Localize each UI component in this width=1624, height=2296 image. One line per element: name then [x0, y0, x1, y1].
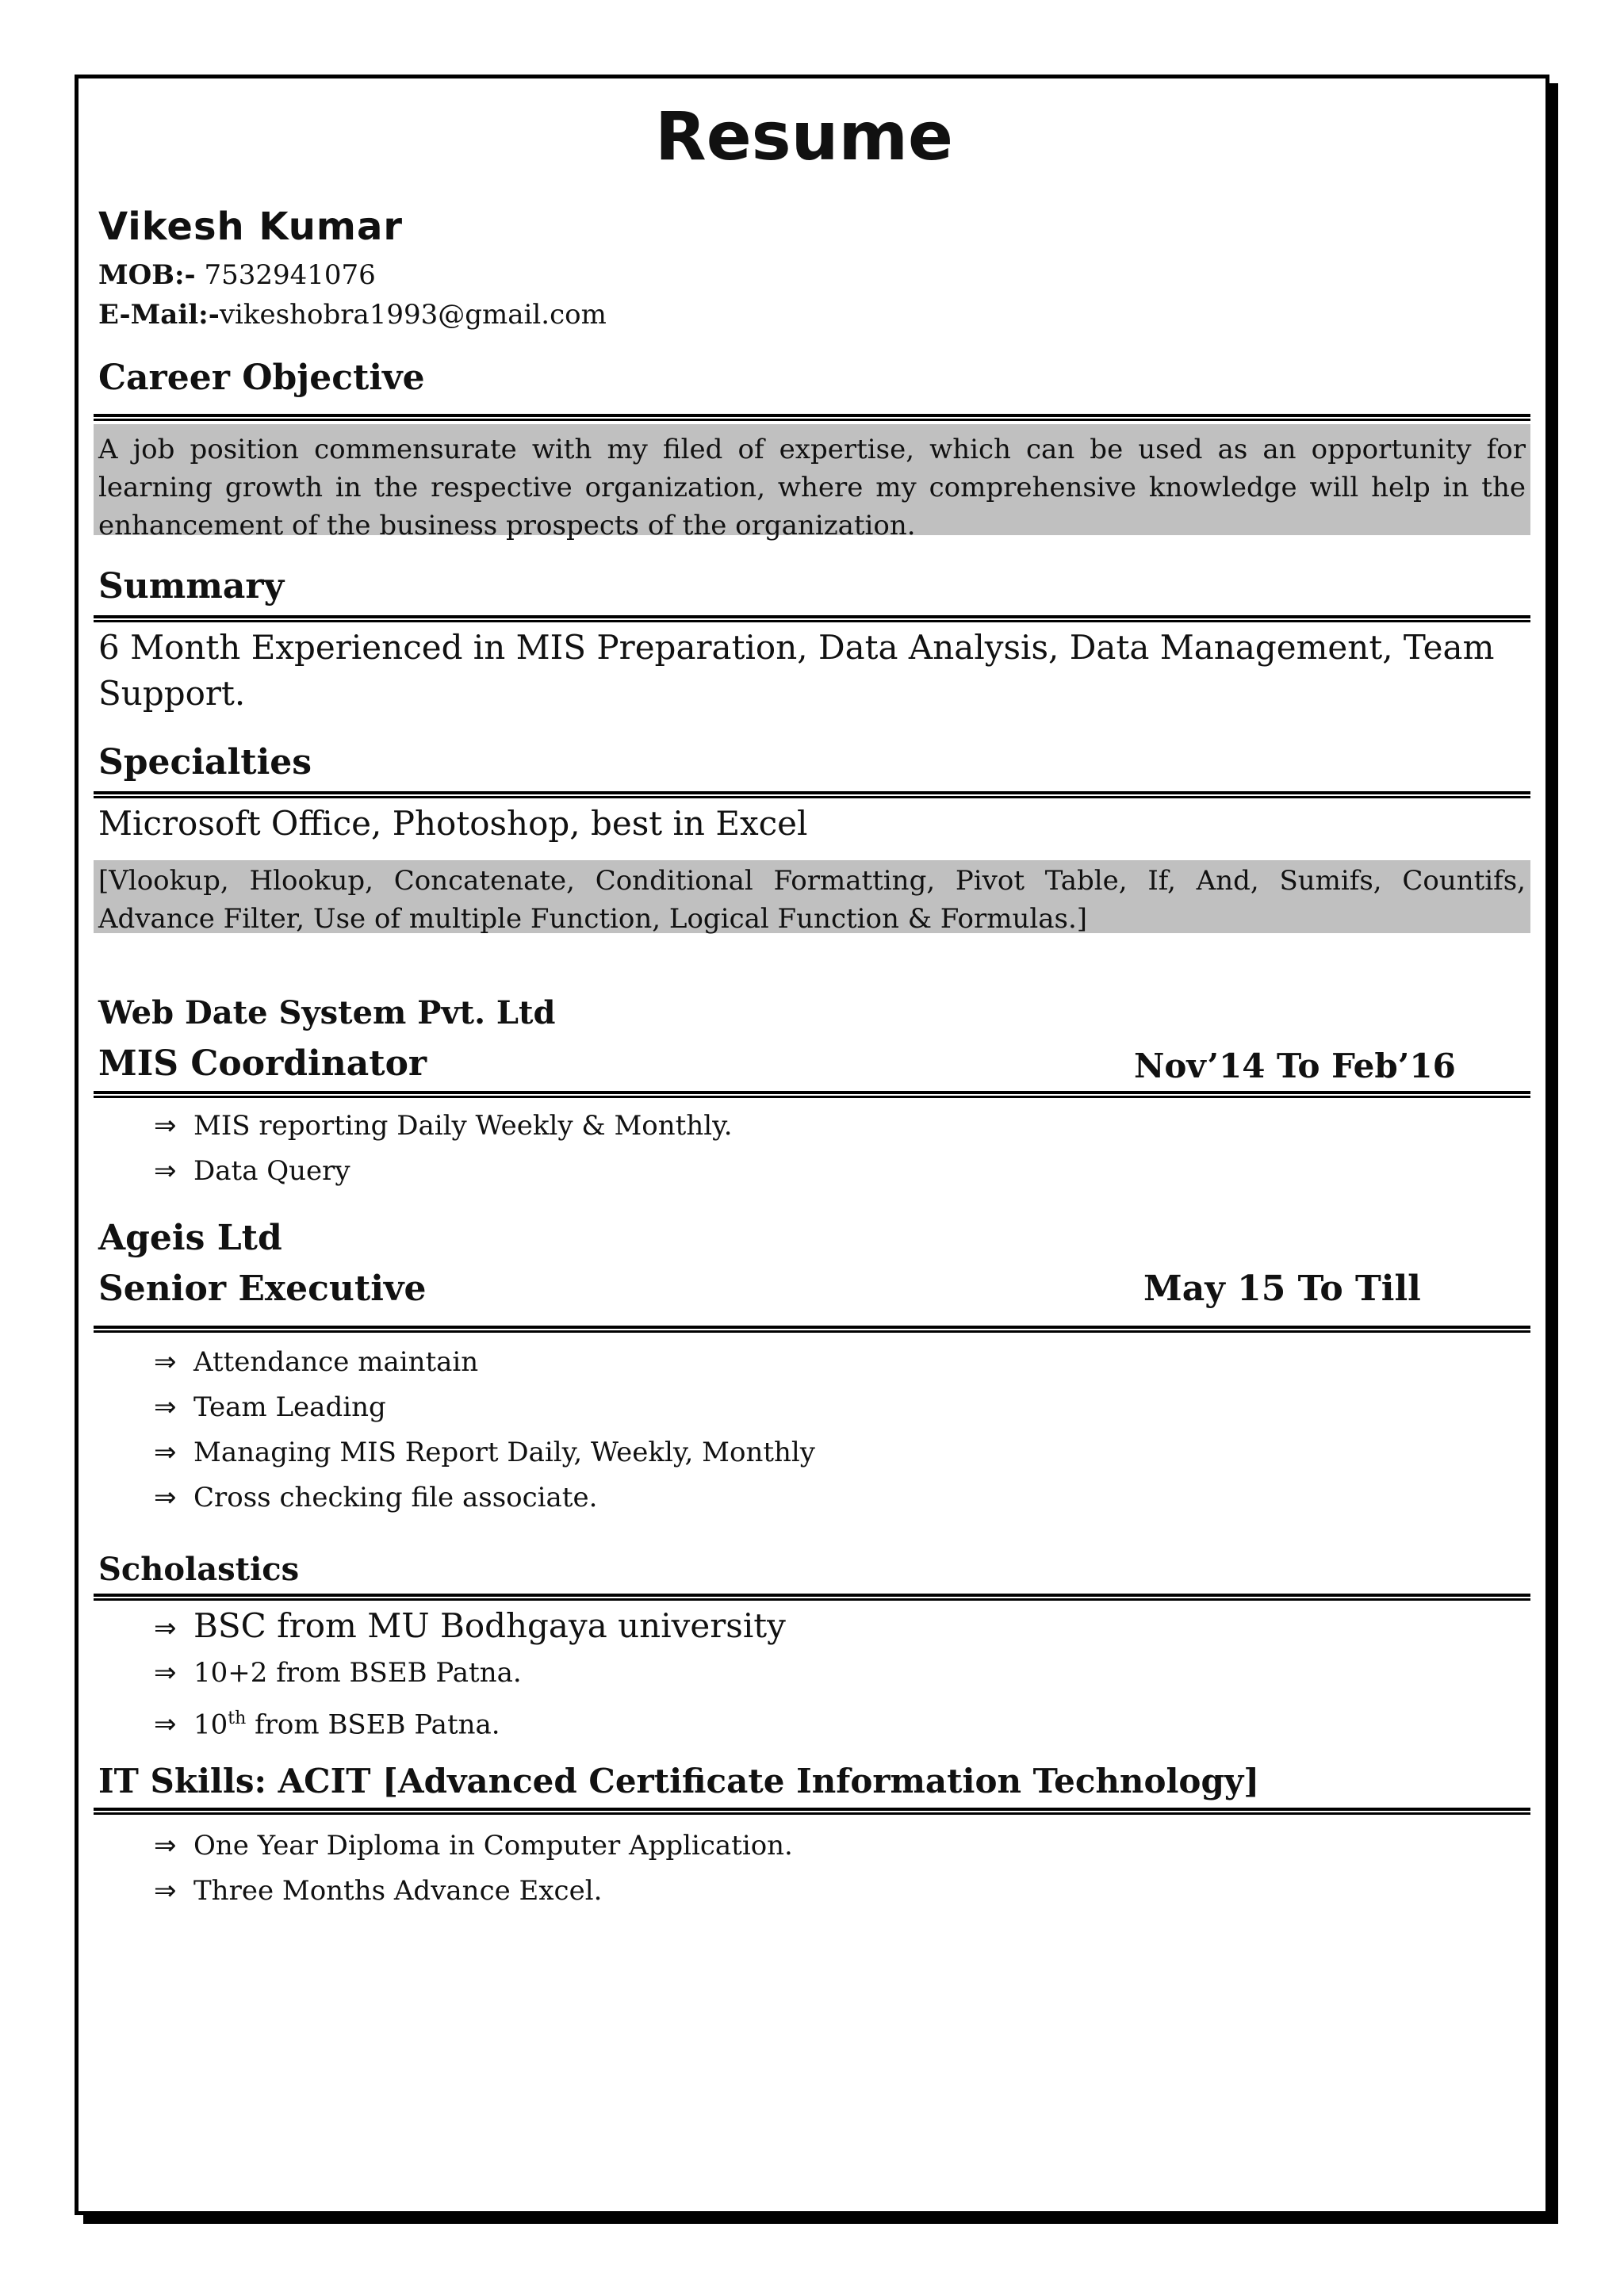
- list-item: ⇒ Attendance maintain: [154, 1340, 815, 1385]
- resume-title: Resume: [655, 98, 953, 175]
- it-skills-heading: IT Skills: ACIT [Advanced Certificate Information Technology]: [98, 1762, 1260, 1800]
- email-label: E-Mail:-: [98, 299, 220, 331]
- job1-dates: Nov’14 To Feb’16: [1134, 1047, 1456, 1085]
- job2-role: Senior Executive: [98, 1269, 427, 1309]
- list-item: ⇒ MIS reporting Daily Weekly & Monthly.: [154, 1104, 733, 1149]
- mobile-line: [98, 259, 376, 291]
- arrow-icon: ⇒: [154, 1482, 177, 1513]
- job1-company: Web Date System Pvt. Ltd: [98, 994, 556, 1031]
- list-item: ⇒ Data Query: [154, 1149, 733, 1194]
- list-item: ⇒ BSC from MU Bodhgaya university: [154, 1601, 786, 1651]
- summary-heading: Summary: [98, 566, 285, 607]
- section-divider: [94, 414, 1530, 421]
- scholastics-list: [154, 1601, 786, 1741]
- summary-text: 6 Month Experienced in MIS Preparation, Data Analysis, Data Management, Team Support.: [98, 628, 1495, 713]
- arrow-icon: ⇒: [154, 1155, 177, 1187]
- arrow-icon: ⇒: [154, 1830, 177, 1862]
- section-divider: [94, 1091, 1530, 1098]
- arrow-icon: ⇒: [154, 1437, 177, 1468]
- arrow-icon: ⇒: [154, 1709, 177, 1741]
- job2-duties: [154, 1340, 815, 1521]
- section-divider: [94, 615, 1530, 622]
- career-objective-heading: Career Objective: [98, 358, 425, 398]
- section-divider: [94, 1808, 1530, 1815]
- specialties-line: Microsoft Office, Photoshop, best in Excel: [98, 804, 808, 843]
- list-item: ⇒ 10th from BSEB Patna.: [154, 1696, 786, 1741]
- arrow-icon: ⇒: [154, 1657, 177, 1689]
- list-item: ⇒ 10+2 from BSEB Patna.: [154, 1651, 786, 1696]
- list-item: ⇒ Cross checking file associate.: [154, 1475, 815, 1521]
- arrow-icon: ⇒: [154, 1613, 177, 1644]
- list-item: ⇒ Team Leading: [154, 1385, 815, 1430]
- list-item: ⇒ Managing MIS Report Daily, Weekly, Monthly: [154, 1430, 815, 1475]
- scholastics-heading: Scholastics: [98, 1551, 300, 1588]
- job2-dates: May 15 To Till: [1143, 1269, 1421, 1309]
- arrow-icon: ⇒: [154, 1346, 177, 1378]
- specialties-heading: Specialties: [98, 742, 312, 783]
- candidate-name: Vikesh Kumar: [98, 205, 403, 249]
- section-divider: [94, 791, 1530, 798]
- it-skills-list: [154, 1823, 793, 1914]
- section-divider: [94, 1594, 1530, 1601]
- mobile-value: 7532941076: [195, 259, 376, 291]
- career-objective-text: A job position commensurate with my filed of expertise, which can be used as an opportunity for learning growth in the respective organization, where my comprehensive knowledge will help in the enhancement of the business prospects of the organization.: [94, 424, 1530, 535]
- list-item: ⇒ Three Months Advance Excel.: [154, 1869, 793, 1914]
- specialties-detail: [Vlookup, Hlookup, Concatenate, Conditional Formatting, Pivot Table, If, And, Sumifs, Countifs, Advance Filter, Use of multiple Function, Logical Function & Formulas.]: [94, 860, 1530, 933]
- arrow-icon: ⇒: [154, 1875, 177, 1907]
- email-value: vikeshobra1993@gmail.com: [219, 299, 607, 331]
- job1-duties: [154, 1104, 733, 1194]
- job2-company: Ageis Ltd: [98, 1218, 282, 1258]
- section-divider: [94, 1326, 1530, 1333]
- mobile-label: MOB:-: [98, 259, 196, 291]
- arrow-icon: ⇒: [154, 1391, 177, 1423]
- email-line: [98, 299, 607, 331]
- list-item: ⇒ One Year Diploma in Computer Application.: [154, 1823, 793, 1869]
- arrow-icon: ⇒: [154, 1110, 177, 1142]
- job1-role: MIS Coordinator: [98, 1043, 427, 1084]
